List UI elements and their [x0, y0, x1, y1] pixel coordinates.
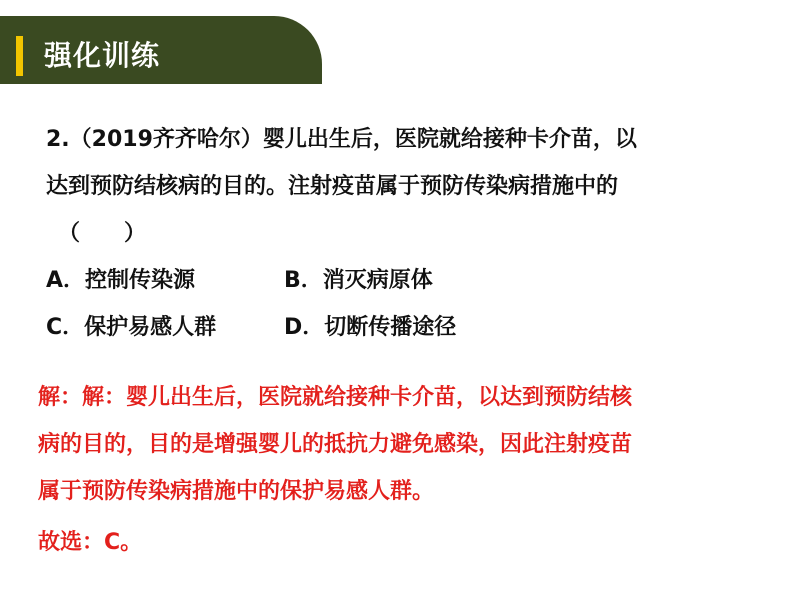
question-block: [46, 116, 766, 351]
solution-line: 属于预防传染病措施中的保护易感人群。: [38, 479, 435, 504]
solution-line: 病的目的，目的是增强婴儿的抵抗力避免感染，因此注射疫苗: [38, 432, 633, 457]
option-b: B．消灭病原体: [284, 268, 433, 293]
option-d: D．切断传播途径: [284, 315, 457, 340]
question-line: 2.（2019齐齐哈尔）婴儿出生后，医院就给接种卡介苗，以: [46, 127, 637, 152]
solution-conclusion: 故选：C。: [38, 530, 143, 555]
answer-blank: （ ）: [58, 221, 147, 246]
question-line: 达到预防结核病的目的。注射疫苗属于预防传染病措施中的: [46, 174, 619, 199]
options-row: [46, 304, 766, 351]
page-title: 强化训练: [44, 39, 161, 72]
header-accent-bar: [16, 36, 23, 76]
solution-line: 解：解：婴儿出生后，医院就给接种卡介苗，以达到预防结核: [38, 385, 633, 410]
options-row: [46, 257, 766, 304]
option-a: A．控制传染源: [46, 268, 196, 293]
solution-block: [38, 374, 790, 566]
option-c: C．保护易感人群: [46, 315, 217, 340]
